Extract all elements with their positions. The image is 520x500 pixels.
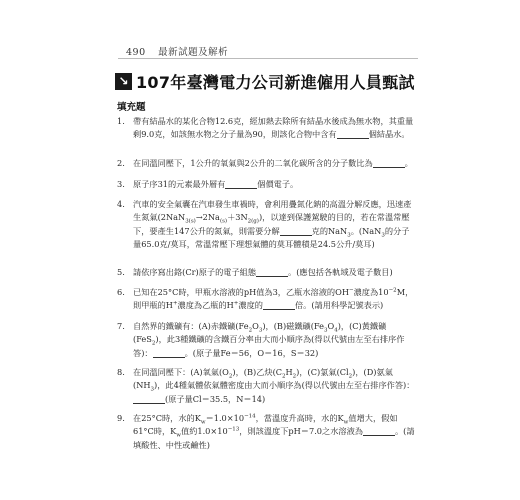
question-text: 請依序寫出鉻(Cr)原子的電子組態 。(應包括各軌域及電子數目) [133,267,393,277]
answer-blank[interactable] [373,158,405,168]
question-number: 2. [117,158,125,168]
answer-blank[interactable] [337,129,369,139]
question-number: 8. [117,367,125,377]
question-2 [117,157,417,170]
running-header [126,44,228,58]
section-heading: 填充題 [117,102,146,113]
question-4 [117,198,417,251]
answer-blank[interactable] [225,179,257,189]
question-8 [117,366,417,406]
question-text: 汽車的安全氣囊在汽車發生車禍時，會利用疊氮化鈉的高溫分解反應，迅速產生氮氣$(2NaN_{3(s)}\to 2Na_{(s)}+3N_{2(g)})$，以達到保護駕駛的目的，若在常溫常壓下，要產生147公升的氮氣，則需要分解 克的NaN$_3$。(NaN$_3$的分子量65.0克/莫耳，常溫常壓下理想氣體的莫耳體積是24.5公升/莫耳) [133,199,412,249]
question-text: 原子序31的元素最外層有 個價電子。 [133,179,299,189]
question-3 [117,178,417,191]
question-9 [117,412,417,452]
question-number: 6. [117,287,125,297]
question-text: 帶有結晶水的某化合物12.6克，經加熱去除所有結晶水後成為無水物，其重量剩9.0克，如該無水物之分子量為90，則該化合物中含有 個結晶水。 [133,116,414,140]
answer-blank[interactable] [153,348,185,358]
question-text: 在同溫同壓下，1公升的氧氣與2公升的二氧化碳所含的分子數比為 。 [133,158,413,168]
exam-title: 107年臺灣電力公司新進僱用人員甄試 [136,73,415,92]
answer-blank[interactable] [256,267,288,277]
question-text: 已知在25°C時，甲瓶水溶液的pH值為3，乙瓶水溶液的OH−濃度為$10^{-2}M$，則甲瓶的H+濃度為乙瓶的H+濃度的 倍。(請用科學記號表示) [133,287,414,311]
checkbox-arrow-icon: ↘ [115,73,132,90]
question-6 [117,286,417,313]
question-text: 在25°C時，水的$K_w=1.0\times 10^{-14}$，當溫度升高時，水的$K_w$值增大，假如61°C時，$K_w$值約$1.0\times 10^{-13}$，則該溫度下pH＝7.0之水溶液為 。(請填酸性、中性或鹼性) [133,413,415,450]
question-number: 4. [117,199,125,209]
question-1 [117,115,417,142]
answer-blank[interactable] [280,226,312,236]
answer-blank[interactable] [133,394,165,404]
page-number: 490 [126,47,146,58]
question-7 [117,320,417,360]
question-5 [117,266,417,279]
question-number: 5. [117,267,125,277]
question-text: 自然界的鐵礦有：(A)赤鐵礦$(Fe_2O_3)$，(B)磁鐵礦$(Fe_3O_4)$，(C)黃鐵礦(FeS$_2$)，此3種鐵礦的含鐵百分率由大而小順序為(得以代號由左至右排序作答)： 。(原子量Fe＝56，O＝16，S＝32) [133,321,405,358]
running-title: 最新試題及解析 [158,47,229,58]
question-number: 1. [117,116,125,126]
question-number: 7. [117,321,125,331]
question-number: 9. [117,413,125,423]
question-text: 在同溫同壓下：(A)氧氣$(O_2)$，(B)乙炔$(C_2H_2)$，(C)氯氣$(Cl_2)$，(D)氨氣$(NH_3)$，此4種氣體依氣體密度由大而小順序為(得以代號由左至右排序作答)：(原子量Cl＝35.5，N＝14) [133,367,415,404]
question-number: 3. [117,179,125,189]
header-divider [118,58,418,59]
answer-blank[interactable] [363,426,395,436]
title-row [115,70,415,93]
answer-blank[interactable] [263,300,295,310]
